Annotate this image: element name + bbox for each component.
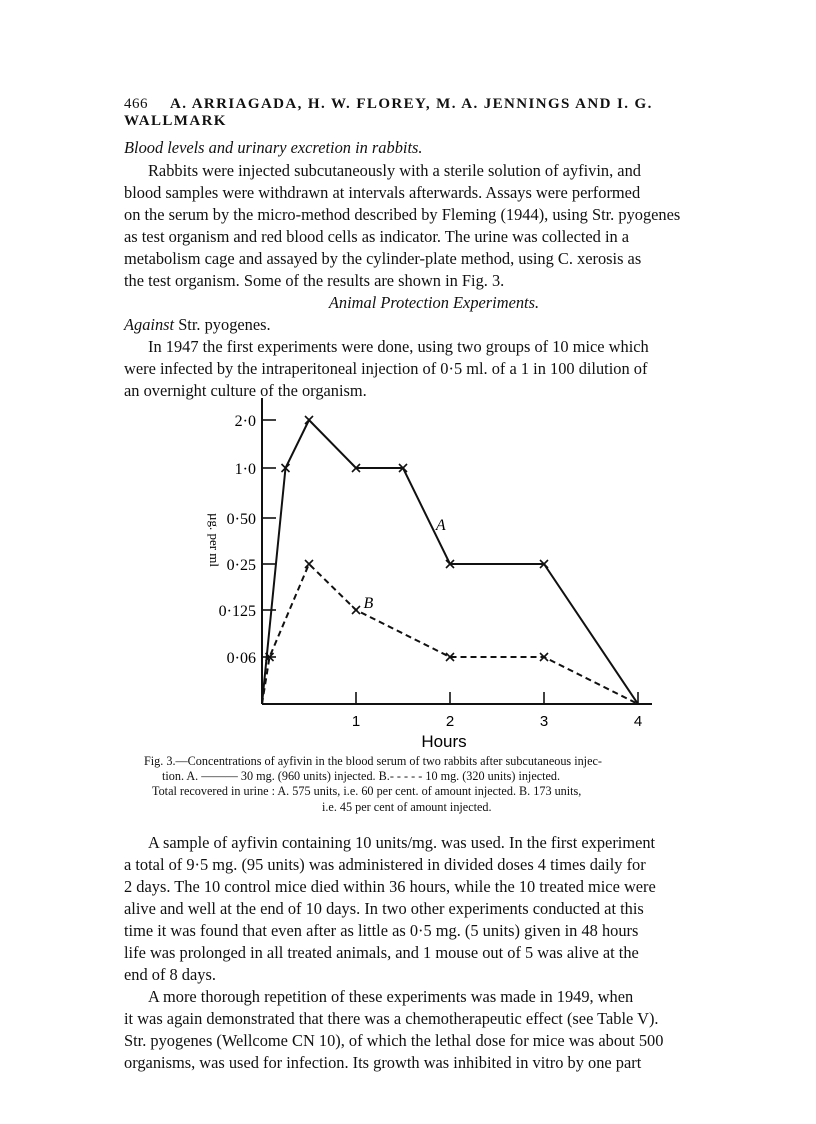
caption-line: i.e. 45 per cent of amount injected. bbox=[322, 799, 492, 814]
data-point-B bbox=[352, 606, 360, 614]
y-tick-label: 0·25 bbox=[226, 557, 256, 574]
text-line: the test organism. Some of the results are shown in Fig. 3. bbox=[124, 271, 505, 290]
text-line: end of 8 days. bbox=[124, 965, 216, 984]
text-line: Rabbits were injected subcutaneously with a sterile solution of ayfivin, and bbox=[148, 161, 641, 180]
y-tick-label: 0·125 bbox=[218, 603, 256, 620]
caption-line: tion. A. ——— 30 mg. (960 units) injected. B.- - - - - 10 mg. (320 units) injected. bbox=[162, 769, 561, 784]
y-tick-label: 2·0 bbox=[234, 413, 256, 430]
series-line-A bbox=[262, 420, 638, 704]
y-axis-label: µg. per ml bbox=[207, 512, 222, 568]
text-line: blood samples were withdrawn at intervals afterwards. Assays were performed bbox=[124, 183, 641, 202]
section-heading-animal-protection: Animal Protection Experiments. bbox=[328, 293, 540, 312]
series-label-B: B bbox=[363, 595, 374, 612]
text-line: A sample of ayfivin containing 10 units/mg. was used. In the first experiment bbox=[148, 833, 656, 852]
subheading-against bbox=[124, 314, 744, 336]
text-line: a total of 9·5 mg. (95 units) was administered in divided doses 4 times daily for bbox=[124, 855, 646, 874]
caption-line: Total recovered in urine : A. 575 units, i.e. 60 per cent. of amount injected. B. 173 units, bbox=[152, 784, 582, 799]
x-tick-label: 1 bbox=[351, 713, 361, 730]
text-line: In 1947 the first experiments were done, using two groups of 10 mice which bbox=[148, 337, 649, 356]
data-point-A bbox=[305, 416, 313, 424]
text-line: alive and well at the end of 10 days. In two other experiments conducted at this bbox=[124, 899, 644, 918]
text-line: 2 days. The 10 control mice died within 36 hours, while the 10 treated mice were bbox=[124, 877, 656, 896]
caption-line: Fig. 3.—Concentrations of ayfivin in the blood serum of two rabbits after subcutaneous injec- bbox=[144, 754, 602, 768]
y-tick-label: 1·0 bbox=[234, 461, 256, 478]
x-axis-label: Hours bbox=[421, 732, 467, 750]
subheading-italic: Against bbox=[124, 315, 175, 334]
data-point-B bbox=[305, 560, 313, 568]
text-line: it was again demonstrated that there was a chemotherapeutic effect (see Table V). bbox=[124, 1009, 659, 1028]
text-line: Str. pyogenes (Wellcome CN 10), of which the lethal dose for mice was about 500 bbox=[124, 1031, 664, 1050]
text-line: were infected by the intraperitoneal injection of 0·5 ml. of a 1 in 100 dilution of bbox=[124, 359, 648, 378]
x-tick-label: 3 bbox=[539, 713, 549, 730]
text-line: organisms, was used for infection. Its growth was inhibited in vitro by one part bbox=[124, 1053, 642, 1072]
text-line: metabolism cage and assayed by the cylinder-plate method, using C. xerosis as bbox=[124, 249, 642, 268]
subheading-rest: Str. pyogenes. bbox=[174, 315, 271, 334]
section-heading-blood-levels: Blood levels and urinary excretion in rabbits. bbox=[124, 138, 423, 157]
figure-caption bbox=[144, 754, 744, 815]
x-tick-label: 4 bbox=[633, 713, 643, 730]
text-line: time it was found that even after as little as 0·5 mg. (5 units) given in 48 hours bbox=[124, 921, 639, 940]
x-tick-label: 2 bbox=[445, 713, 455, 730]
y-tick-label: 0·50 bbox=[226, 511, 256, 528]
page-number: 466 bbox=[124, 96, 148, 112]
text-line: an overnight culture of the organism. bbox=[124, 381, 367, 400]
series-line-B bbox=[262, 564, 638, 704]
text-line: A more thorough repetition of these experiments was made in 1949, when bbox=[148, 987, 634, 1006]
header-authors: A. ARRIAGADA, H. W. FLOREY, M. A. JENNINGS AND I. G. WALLMARK bbox=[124, 96, 653, 129]
y-tick-label: 0·06 bbox=[226, 650, 256, 667]
text-line: life was prolonged in all treated animals, and 1 mouse out of 5 was alive at the bbox=[124, 943, 639, 962]
series-label-A: A bbox=[435, 517, 446, 534]
running-header bbox=[124, 96, 744, 130]
figure-3-chart bbox=[190, 390, 670, 750]
text-line: as test organism and red blood cells as indicator. The urine was collected in a bbox=[124, 227, 630, 246]
text-line: on the serum by the micro-method described by Fleming (1944), using Str. pyogenes bbox=[124, 205, 681, 224]
